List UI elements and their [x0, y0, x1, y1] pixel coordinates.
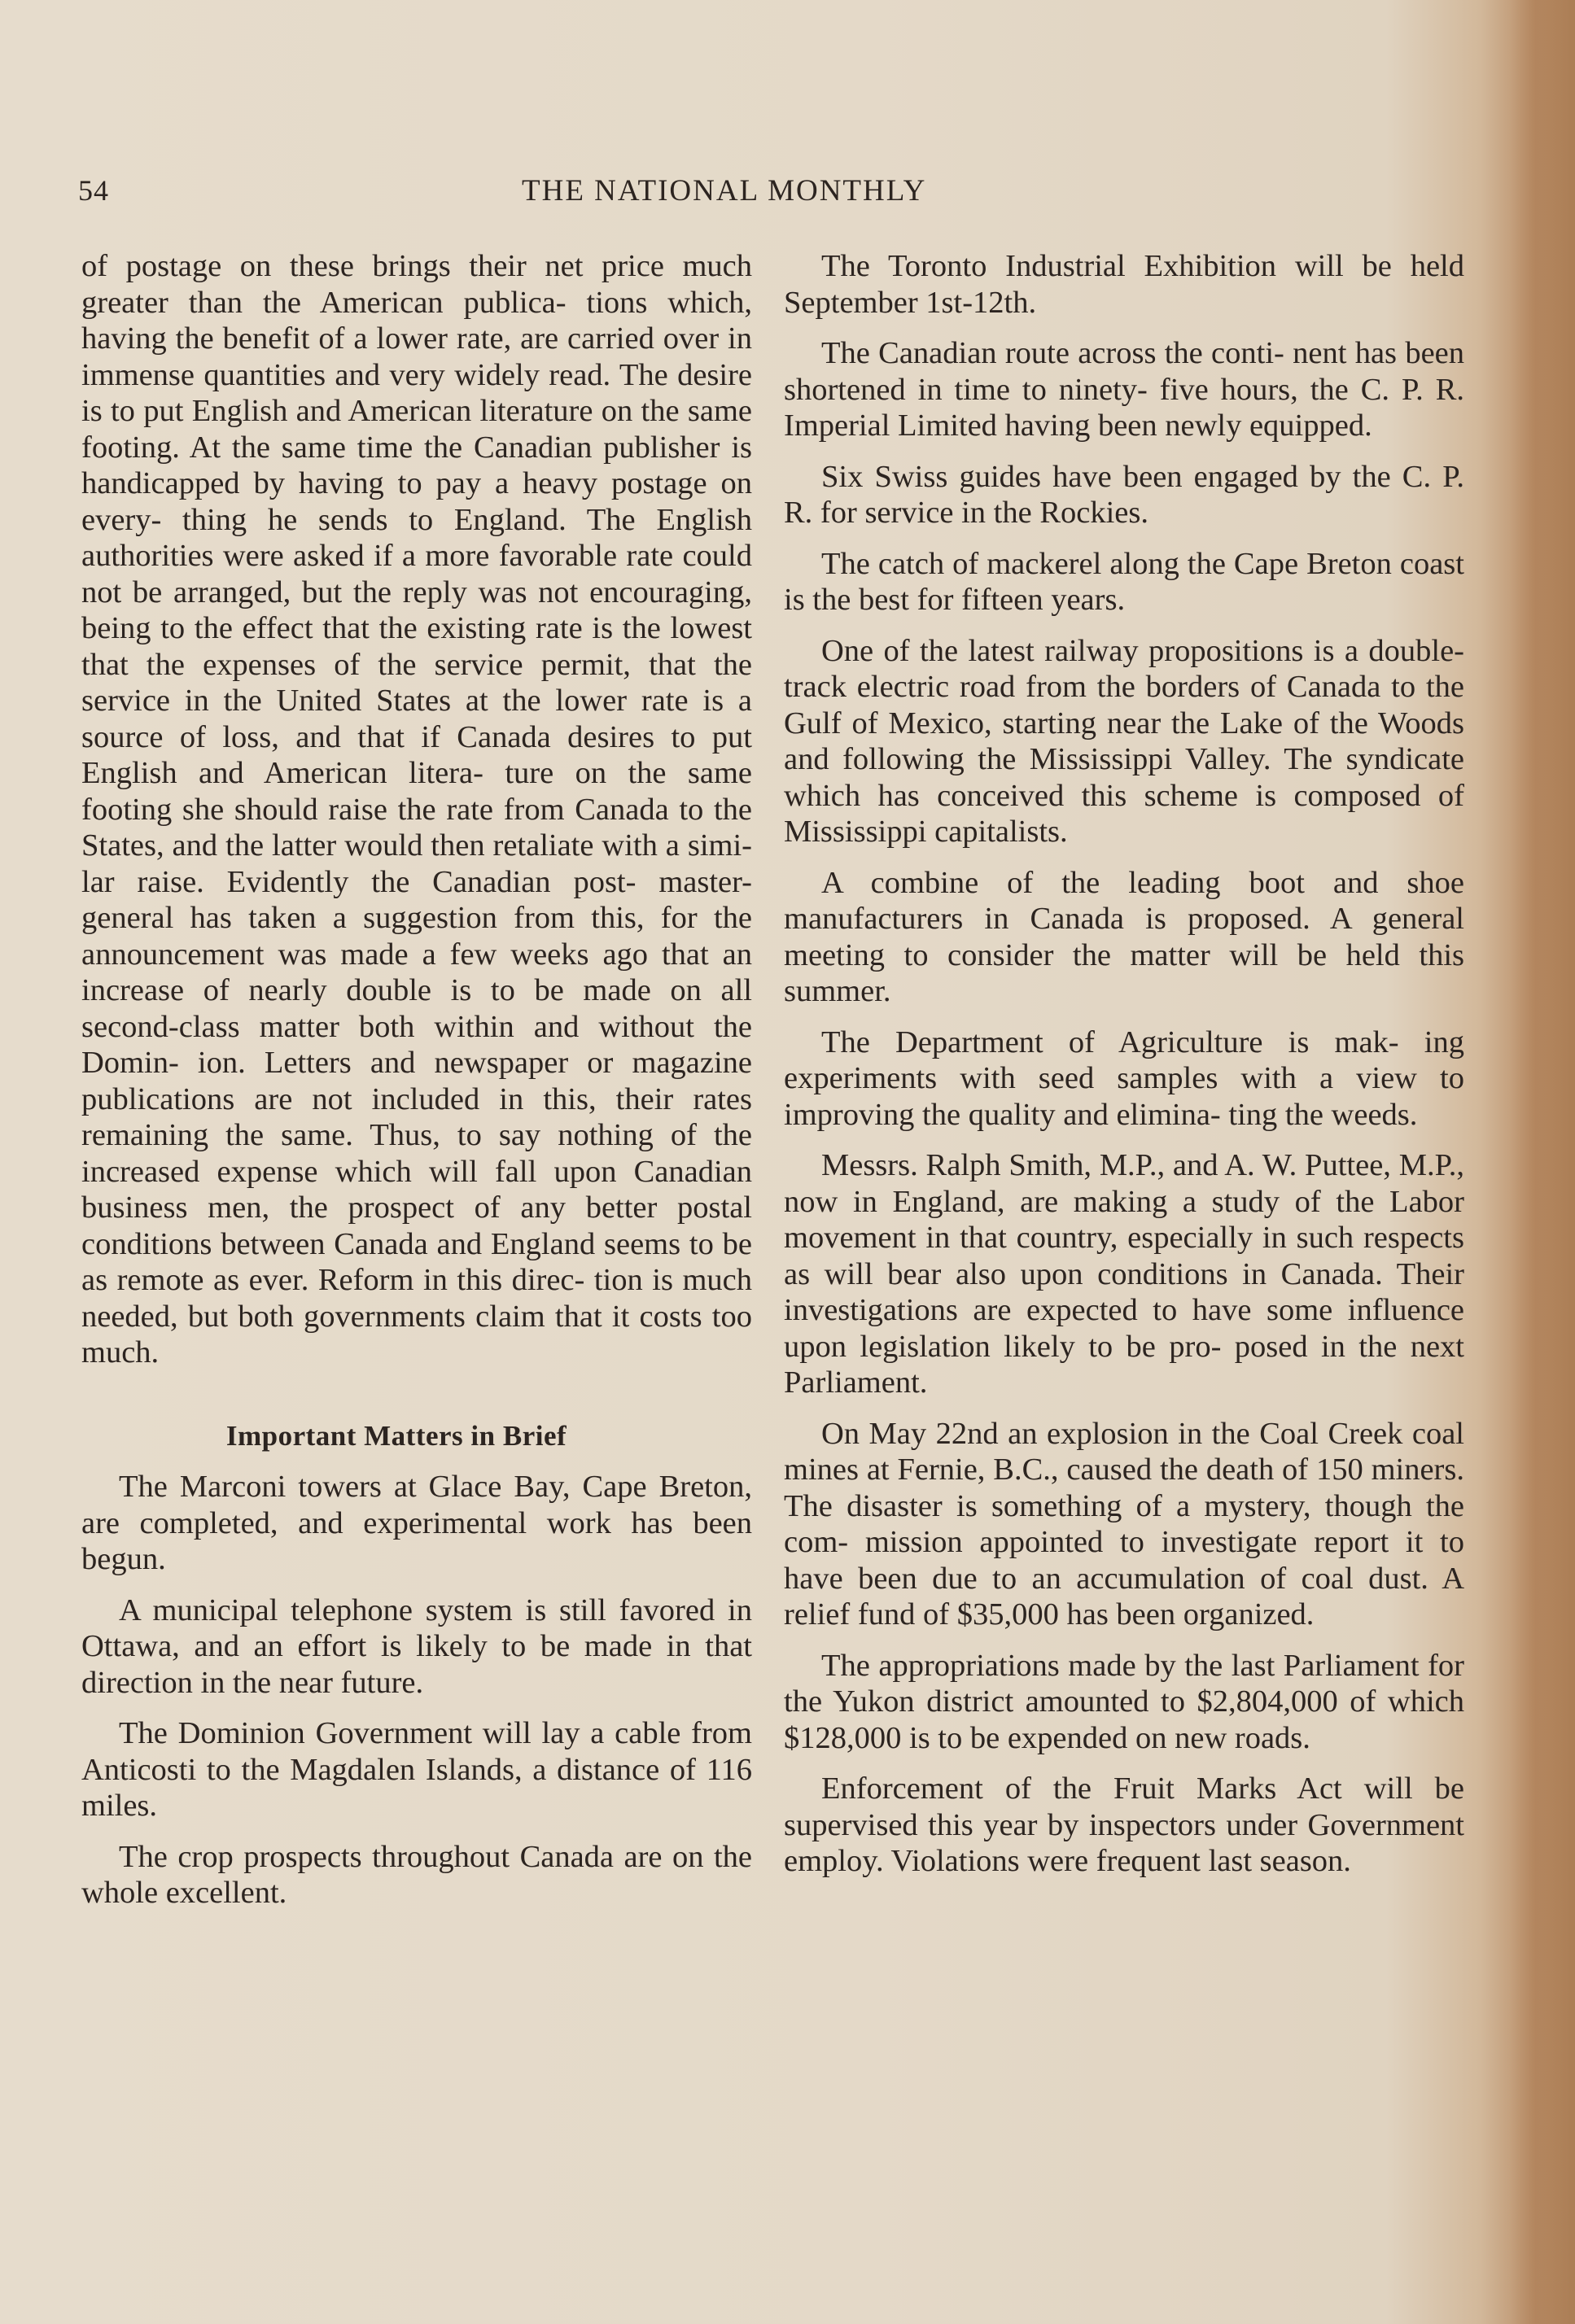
brief-paragraph: The Dominion Government will lay a cable from Anticosti to the Magdalen Islands, a distance of 116 miles.: [81, 1716, 752, 1823]
running-title: THE NATIONAL MONTHLY: [522, 174, 927, 208]
right-column: [784, 248, 1464, 1894]
brief-paragraph: The Toronto Industrial Exhibition will be held September 1st-12th.: [784, 249, 1464, 320]
brief-paragraph: The appropriations made by the last Parliament for the Yukon district amounted to $2,804,000 of which $128,000 is to be expended on new roads.: [784, 1648, 1464, 1755]
brief-paragraph: One of the latest railway propositions is a double-track electric road from the borders of Canada to the Gulf of Mexico, starting near the Lake of the Woods and following the Mississippi Valley. The syndicate which has conceived this scheme is composed of Mississippi capitalists.: [784, 633, 1464, 849]
brief-paragraph: Enforcement of the Fruit Marks Act will be supervised this year by inspectors under Government employ. Violations were frequent last season.: [784, 1771, 1464, 1878]
brief-paragraph: On May 22nd an explosion in the Coal Creek coal mines at Fernie, B.C., caused the death of 150 miners. The disaster is something of a mystery, though the com- mission appointed to investigate report it to have been due to an accumulation of coal dust. A relief fund of $35,000 has been organized.: [784, 1416, 1464, 1632]
brief-paragraph: Messrs. Ralph Smith, M.P., and A. W. Puttee, M.P., now in England, are making a study of the Labor movement in that country, especially in such respects as will bear also upon conditions in Canada. Their investigations are expected to have some influence upon legislation likely to be pro- posed in the next Parliament.: [784, 1148, 1464, 1400]
section-heading: Important Matters in Brief: [225, 1419, 567, 1452]
intro-paragraph: of postage on these brings their net price much greater than the American publica- tions which, having the benefit of a lower rate, are carried over in immense quantities and very widely read. The desire is to put English and American literature on the same footing. At the same time the Canadian publisher is handicapped by having to pay a heavy postage on every- thing he sends to England. The English authorities were asked if a more favorable rate could not be arranged, but the reply was not encouraging, being to the effect that the existing rate is the lowest that the expenses of the service permit, that the service in the United States at the lower rate is a source of loss, and that if Canada desires to put English and American litera- ture on the same footing she should raise the rate from Canada to the States, and the latter would then retaliate with a simi- lar raise. Evidently the Canadian post- master-general has taken a suggestion from this, for the announcement was made a few weeks ago that an increase of nearly double is to be made on all second-class matter both within and without the Domin- ion. Letters and newspaper or magazine publications are not included in this, their rates remaining the same. Thus, to say nothing of the increased expense which will fall upon Canadian business men, the prospect of any better postal conditions between Canada and England seems to be as remote as ever. Reform in this direc- tion is much needed, but both governments claim that it costs too much.: [81, 249, 752, 1370]
page-number: 54: [78, 174, 109, 207]
brief-paragraph: A combine of the leading boot and shoe manufacturers in Canada is proposed. A general meeting to consider the matter will be held this summer.: [784, 865, 1464, 1008]
brief-paragraph: The Department of Agriculture is mak- ing experiments with seed samples with a view to improving the quality and elimina- ting the weeds.: [784, 1024, 1464, 1132]
page-edge-shadow: [1510, 0, 1575, 2324]
brief-paragraph: The crop prospects throughout Canada are on the whole excellent.: [81, 1839, 752, 1910]
brief-paragraph: The catch of mackerel along the Cape Breton coast is the best for fifteen years.: [784, 546, 1464, 617]
brief-paragraph: The Canadian route across the conti- nent has been shortened in time to ninety- five hours, the C. P. R. Imperial Limited having been newly equipped.: [784, 336, 1464, 443]
brief-paragraph: A municipal telephone system is still favored in Ottawa, and an effort is likely to be made in that direction in the near future.: [81, 1592, 752, 1700]
brief-paragraph: Six Swiss guides have been engaged by the C. P. R. for service in the Rockies.: [784, 459, 1464, 530]
brief-paragraph: The Marconi towers at Glace Bay, Cape Breton, are completed, and experimental work has been begun.: [81, 1470, 752, 1576]
left-column: [81, 248, 752, 1926]
page-header: [78, 173, 1462, 214]
